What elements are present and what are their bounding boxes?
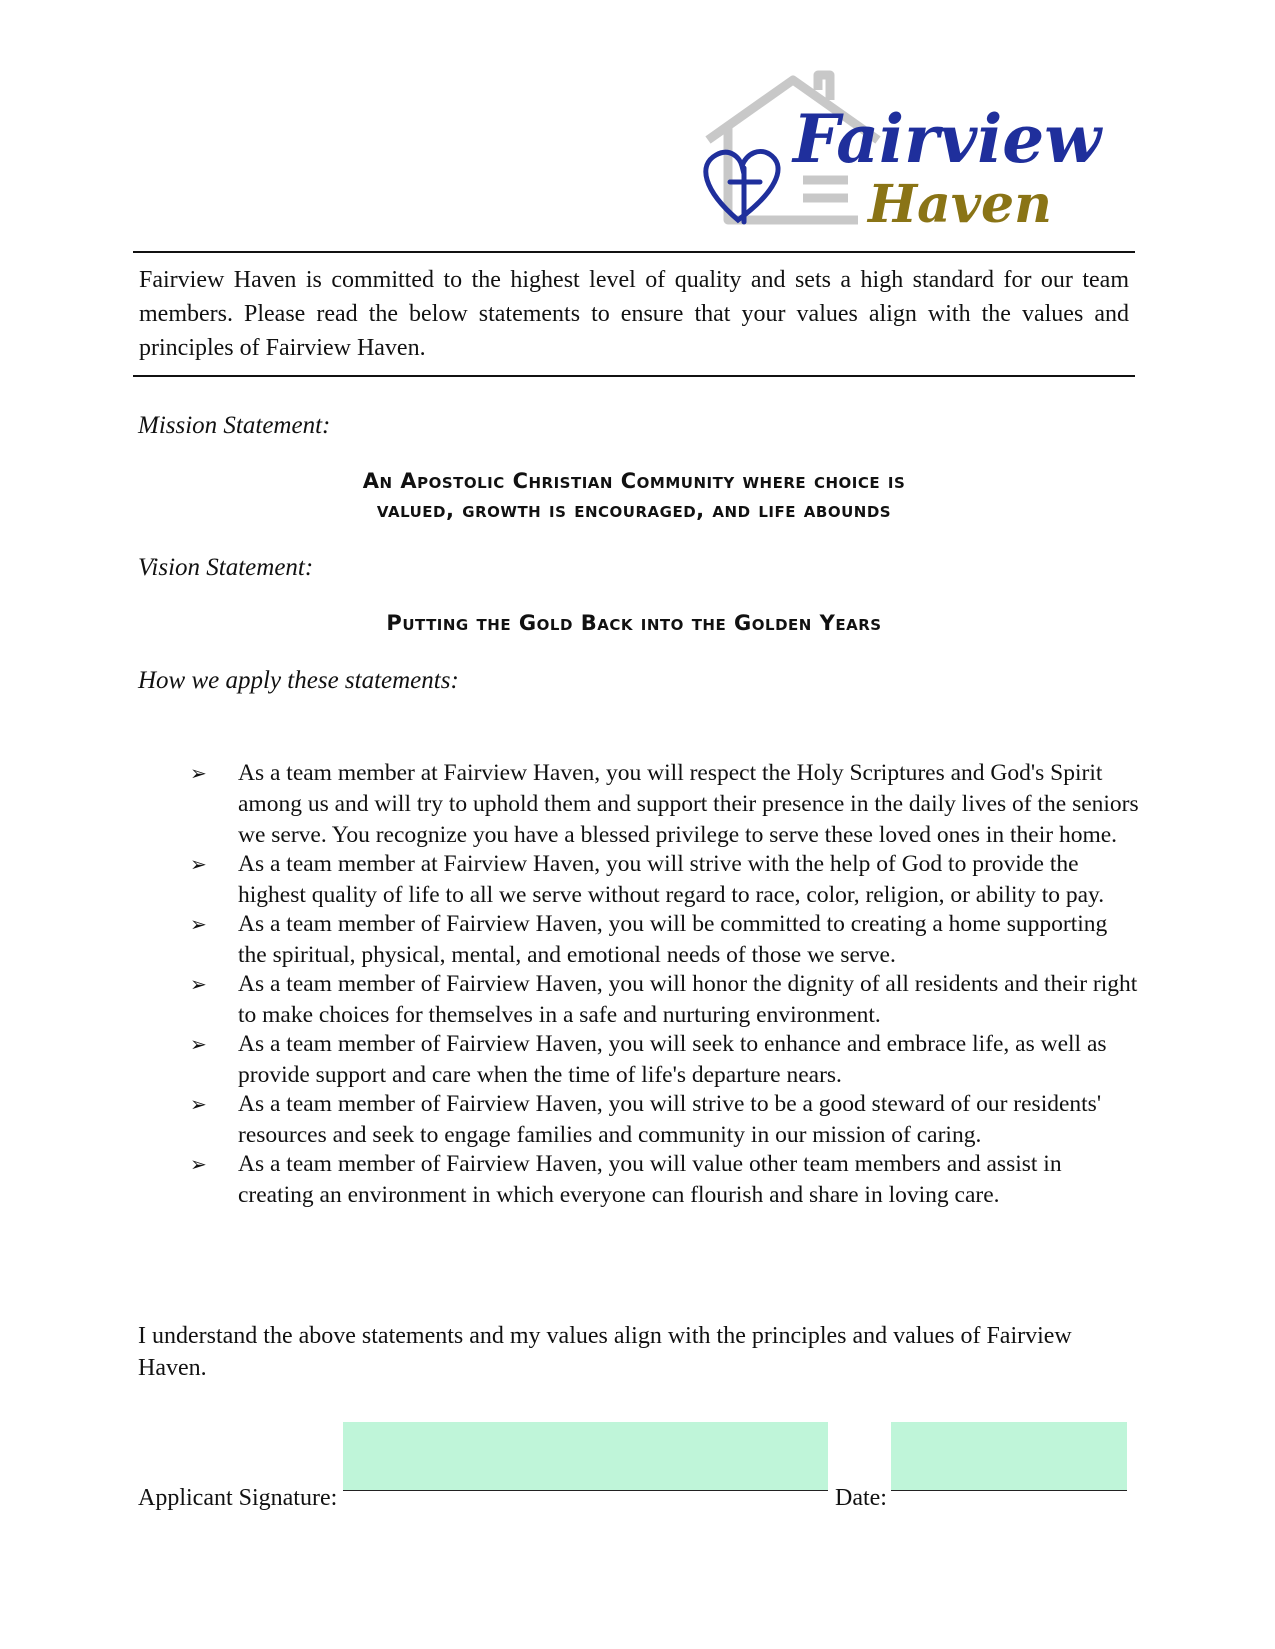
- logo-line2: Haven: [868, 174, 1052, 235]
- mission-label: Mission Statement:: [138, 412, 331, 439]
- list-item-text: As a team member of Fairview Haven, you will strive to be a good steward of our residents' resources and seek to engage families and community in our mission of caring.: [238, 1091, 1102, 1148]
- signature-row: [138, 1475, 1138, 1515]
- vision-text: Putting the Gold Back into the Golden Years: [386, 611, 882, 635]
- list-item-text: As a team member of Fairview Haven, you will honor the dignity of all residents and their right to make choices for themselves in a safe and nurturing environment.: [238, 971, 1138, 1028]
- list-item-text: As a team member of Fairview Haven, you will seek to enhance and embrace life, as well as provide support and care when the time of life's departure nears.: [238, 1031, 1107, 1088]
- list-item-text: As a team member of Fairview Haven, you will be committed to creating a home supporting the spiritual, physical, mental, and emotional needs of those we serve.: [238, 911, 1108, 968]
- logo-line1: Fairview: [793, 100, 1102, 178]
- arrow-bullet-icon: ➢: [190, 761, 207, 785]
- apply-list: [190, 758, 1140, 1209]
- arrow-bullet-icon: ➢: [190, 852, 207, 876]
- signature-field[interactable]: [343, 1422, 828, 1491]
- arrow-bullet-icon: ➢: [190, 972, 207, 996]
- arrow-bullet-icon: ➢: [190, 1092, 207, 1116]
- list-item-text: As a team member at Fairview Haven, you will respect the Holy Scriptures and God's Spirit among us and will try to uphold them and support their presence in the daily lives of the seniors we serve. You recognize you have a blessed privilege to serve these loved ones in their home.: [238, 760, 1139, 848]
- list-item-text: As a team member at Fairview Haven, you will strive with the help of God to provide the highest quality of life to all we serve without regard to race, color, religion, or ability to pay.: [238, 851, 1105, 908]
- acknowledgement-text: I understand the above statements and my values align with the principles and values of Fairview Haven.: [138, 1323, 1072, 1381]
- list-item: [190, 758, 1140, 851]
- date-label: Date:: [835, 1485, 887, 1511]
- list-item: [190, 849, 1140, 911]
- list-item: [190, 969, 1140, 1031]
- signature-label: Applicant Signature:: [138, 1485, 338, 1511]
- arrow-bullet-icon: ➢: [190, 1152, 207, 1176]
- mission-line-2: valued, growth is encouraged, and life abounds: [376, 498, 892, 522]
- mission-line-1: An Apostolic Christian Community where choice is: [362, 469, 906, 493]
- list-item: [190, 1089, 1140, 1151]
- logo-graphic: [698, 70, 1118, 250]
- intro-statement: Fairview Haven is committed to the highest level of quality and sets a high standard for our team members. Please read the below statements to ensure that your values align with the values and principles of Fairview Haven.: [133, 251, 1135, 377]
- list-item: [190, 1149, 1140, 1211]
- arrow-bullet-icon: ➢: [190, 912, 207, 936]
- vision-label: Vision Statement:: [138, 554, 314, 581]
- list-item: [190, 909, 1140, 971]
- date-field[interactable]: [891, 1422, 1127, 1491]
- apply-label: How we apply these statements:: [138, 667, 459, 694]
- list-item: [190, 1029, 1140, 1091]
- arrow-bullet-icon: ➢: [190, 1032, 207, 1056]
- fairview-haven-logo: [698, 70, 1118, 250]
- list-item-text: As a team member of Fairview Haven, you will value other team members and assist in creating an environment in which everyone can flourish and share in loving care.: [238, 1151, 1062, 1208]
